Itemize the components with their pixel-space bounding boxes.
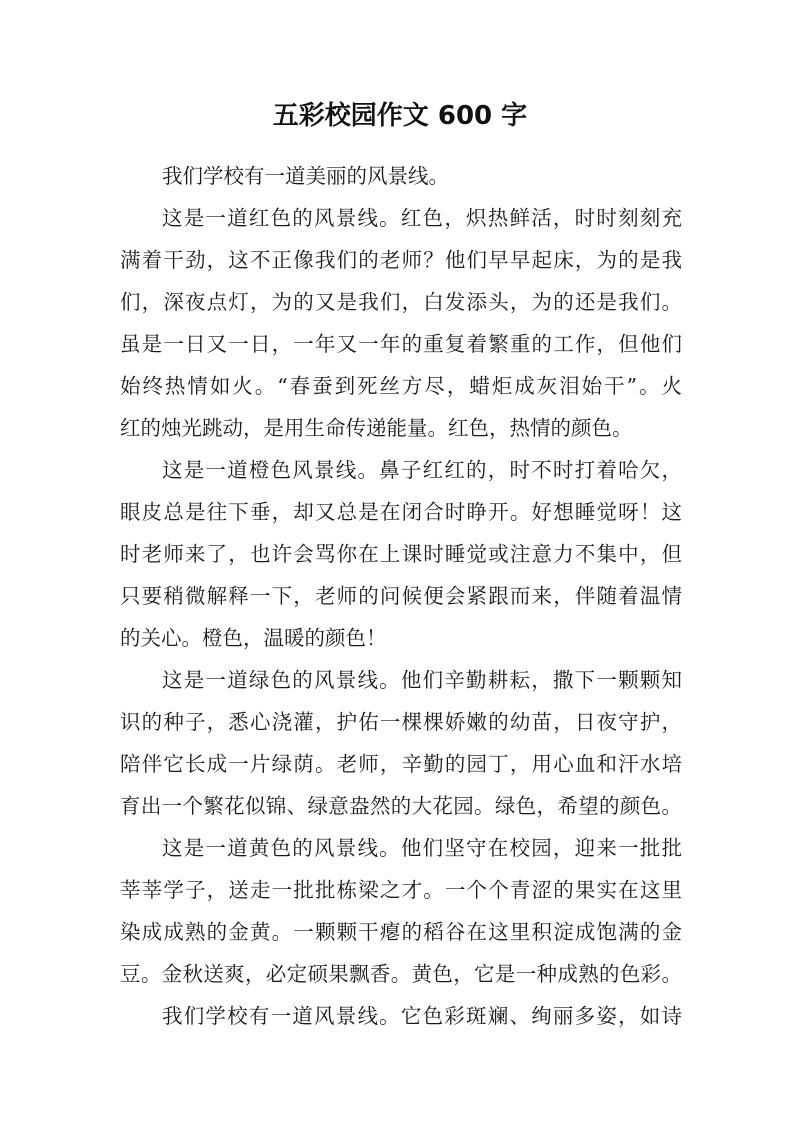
text-line-5: 虽是一日又一日，一年又一年的重复着繁重的工作，但他们 (120, 332, 682, 356)
text-line-17: 这是一道黄色的风景线。他们坚守在校园，迎来一批批 (162, 836, 682, 860)
text-line-12: 的关心。橙色，温暖的颜色！ (120, 626, 387, 650)
essay-title: 五彩校园作文 600 字 (272, 101, 528, 131)
text-line-6: 始终热情如火。“春蚕到死丝方尽，蜡炬成灰泪始干”。火 (120, 374, 682, 398)
text-line-21: 我们学校有一道风景线。它色彩斑斓、绚丽多姿，如诗 (162, 1004, 682, 1028)
text-line-1: 我们学校有一道美丽的风景线。 (162, 164, 449, 188)
text-line-19: 染成成熟的金黄。一颗颗干瘪的稻谷在这里积淀成饱满的金 (120, 920, 682, 944)
text-line-11: 只要稍微解释一下，老师的问候便会紧跟而来，伴随着温情 (120, 584, 682, 608)
text-line-9: 眼皮总是往下垂，却又总是在闭合时睁开。好想睡觉呀！这 (120, 500, 682, 524)
text-line-18: 莘莘学子，送走一批批栋梁之才。一个个青涩的果实在这里 (120, 878, 682, 902)
text-line-8: 这是一道橙色风景线。鼻子红红的，时不时打着哈欠， (162, 458, 682, 482)
text-line-7: 红的烛光跳动，是用生命传递能量。红色，热情的颜色。 (120, 416, 633, 440)
text-line-10: 时老师来了，也许会骂你在上课时睡觉或注意力不集中，但 (120, 542, 682, 566)
text-line-13: 这是一道绿色的风景线。他们辛勤耕耘，撒下一颗颗知 (162, 668, 682, 692)
text-line-4: 们，深夜点灯，为的又是我们，白发添头，为的还是我们。 (120, 290, 682, 314)
text-line-16: 育出一个繁花似锦、绿意盎然的大花园。绿色，希望的颜色。 (120, 794, 682, 818)
text-line-3: 满着干劲，这不正像我们的老师？他们早早起床，为的是我 (120, 248, 682, 272)
text-line-20: 豆。金秋送爽，必定硕果飘香。黄色，它是一种成熟的色彩。 (120, 962, 682, 986)
text-line-14: 识的种子，悉心浇灌，护佑一棵棵娇嫩的幼苗，日夜守护， (120, 710, 682, 734)
text-line-2: 这是一道红色的风景线。红色，炽热鲜活，时时刻刻充 (162, 206, 682, 230)
text-line-15: 陪伴它长成一片绿荫。老师，辛勤的园丁，用心血和汗水培 (120, 752, 682, 776)
